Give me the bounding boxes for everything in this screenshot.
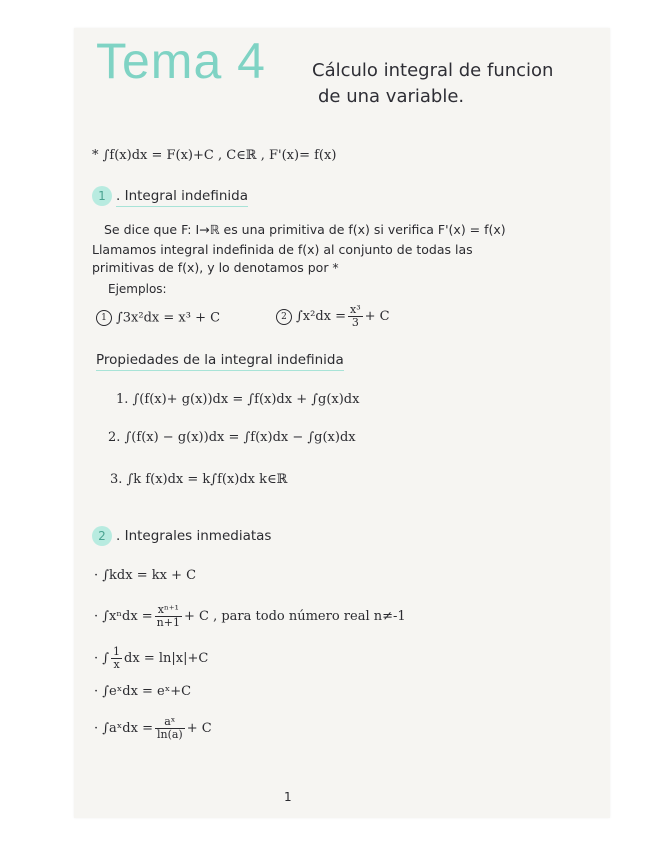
immediate-integral-1: · ∫kdx = kx + C [94, 568, 197, 583]
immediate-integral-5-numerator: aˣ [155, 716, 185, 729]
property-1: 1. ∫(f(x)+ g(x))dx = ∫f(x)dx + ∫g(x)dx [116, 392, 360, 407]
property-3: 3. ∫k f(x)dx = k∫f(x)dx k∈ℝ [110, 472, 288, 487]
example-2-fraction [348, 304, 363, 329]
example-2 [276, 304, 390, 329]
immediate-integral-2 [94, 604, 406, 629]
example-1-number: 1 [96, 310, 112, 326]
immediate-integral-3-numerator: 1 [113, 645, 121, 658]
immediate-integral-5-fraction [155, 716, 185, 741]
definition-formula: * ∫f(x)dx = F(x)+C , C∈ℝ , F'(x)= f(x) [92, 148, 337, 163]
immediate-integral-5 [94, 716, 212, 741]
section2-heading [92, 526, 271, 546]
example-2-number: 2 [276, 309, 292, 325]
example-1-expression: ∫3x²dx = x³ + C [116, 310, 221, 326]
title-tema: Tema 4 [96, 33, 266, 89]
properties-heading [96, 352, 344, 368]
example-2-denominator: 3 [351, 316, 359, 329]
section1-paragraph-line3: primitivas de f(x), y lo denotamos por * [92, 260, 339, 275]
property-2: 2. ∫(f(x) − g(x))dx = ∫f(x)dx − ∫g(x)dx [108, 430, 356, 445]
immediate-integral-2-rhs: + C , para todo número real n≠-1 [183, 609, 406, 624]
examples-label: Ejemplos: [108, 282, 167, 296]
properties-title: Propiedades de la integral indefinida [96, 352, 344, 371]
immediate-integral-3 [94, 646, 208, 671]
notebook-page [74, 28, 610, 818]
page-number: 1 [284, 790, 292, 804]
immediate-integral-3-lhs: · ∫ [94, 651, 110, 666]
immediate-integral-3-rhs: dx = ln|x|+C [124, 651, 209, 666]
immediate-integral-5-denominator: ln(a) [156, 728, 183, 741]
section1-heading [92, 186, 248, 206]
immediate-integral-5-rhs: + C [186, 721, 212, 736]
immediate-integral-4: · ∫eˣdx = eˣ+C [94, 684, 192, 699]
example-2-numerator: x³ [350, 303, 361, 316]
immediate-integral-2-lhs: · ∫xⁿdx = [94, 609, 153, 624]
immediate-integral-3-fraction [111, 646, 122, 671]
section2-number-badge: 2 [92, 526, 112, 546]
immediate-integral-2-numerator: xⁿ⁺¹ [155, 604, 182, 617]
title-subtitle-line1: Cálculo integral de funcion [312, 60, 554, 81]
section2-title: . Integrales inmediatas [116, 528, 272, 544]
immediate-integral-3-denominator: x [113, 658, 120, 671]
section1-number-badge: 1 [92, 186, 112, 206]
immediate-integral-2-denominator: n+1 [156, 616, 180, 629]
section1-paragraph-line2: Llamamos integral indefinida de f(x) al conjunto de todas las [92, 242, 473, 257]
example-2-rhs: + C [364, 309, 390, 324]
title-subtitle-line2: de una variable. [318, 86, 465, 107]
example-1 [96, 310, 220, 326]
section1-title: . Integral indefinida [116, 188, 248, 207]
section1-paragraph-line1: Se dice que F: I→ℝ es una primitiva de f(x) si verifica F'(x) = f(x) [104, 222, 506, 237]
example-2-lhs: ∫x²dx = [296, 309, 346, 324]
immediate-integral-5-lhs: · ∫aˣdx = [94, 721, 153, 736]
immediate-integral-2-fraction [155, 604, 182, 629]
